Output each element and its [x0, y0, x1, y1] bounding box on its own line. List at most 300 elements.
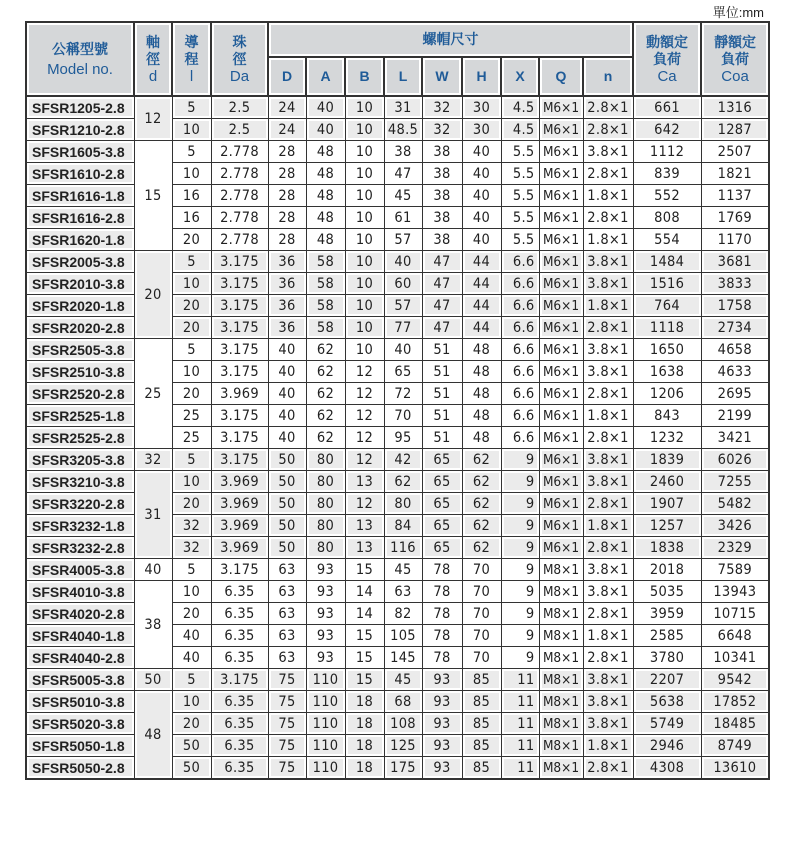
cell-h: 70 — [462, 581, 501, 603]
header-col-n: n — [583, 57, 633, 96]
cell-x: 9 — [501, 493, 539, 515]
cell-q: M8×1 — [539, 669, 583, 691]
cell-model: SFSR1605-3.8 — [26, 141, 134, 163]
cell-a: 93 — [306, 559, 345, 581]
cell-coa: 5482 — [701, 493, 769, 515]
cell-b: 10 — [345, 96, 384, 119]
cell-b: 12 — [345, 493, 384, 515]
cell-l: 10 — [172, 163, 211, 185]
cell-x: 6.6 — [501, 405, 539, 427]
cell-w: 51 — [422, 405, 462, 427]
header-l-en: l — [189, 67, 194, 85]
cell-ca: 5638 — [633, 691, 701, 713]
cell-d-nut: 40 — [268, 427, 306, 449]
cell-da: 2.778 — [211, 207, 268, 229]
cell-len: 62 — [384, 471, 422, 493]
cell-coa: 1137 — [701, 185, 769, 207]
cell-n: 3.8×1 — [583, 141, 633, 163]
cell-h: 44 — [462, 251, 501, 273]
cell-d-nut: 28 — [268, 207, 306, 229]
cell-q: M6×1 — [539, 427, 583, 449]
cell-b: 13 — [345, 537, 384, 559]
cell-x: 9 — [501, 581, 539, 603]
cell-d-nut: 40 — [268, 383, 306, 405]
ball-screw-spec-table — [25, 21, 770, 780]
cell-coa: 4633 — [701, 361, 769, 383]
cell-l: 50 — [172, 735, 211, 757]
header-ca-en: Ca — [657, 67, 677, 85]
cell-h: 70 — [462, 647, 501, 669]
header-col-l: L — [384, 57, 422, 96]
cell-w: 65 — [422, 537, 462, 559]
cell-a: 62 — [306, 427, 345, 449]
cell-a: 48 — [306, 163, 345, 185]
cell-w: 51 — [422, 383, 462, 405]
cell-da: 3.175 — [211, 273, 268, 295]
cell-n: 3.8×1 — [583, 471, 633, 493]
header-lead — [172, 22, 211, 96]
cell-a: 110 — [306, 757, 345, 780]
cell-ca: 1839 — [633, 449, 701, 471]
cell-shaft-dia: 40 — [134, 559, 172, 581]
cell-shaft-dia: 48 — [134, 691, 172, 780]
cell-x: 11 — [501, 713, 539, 735]
cell-x: 5.5 — [501, 185, 539, 207]
cell-b: 12 — [345, 383, 384, 405]
cell-model: SFSR2010-3.8 — [26, 273, 134, 295]
cell-a: 62 — [306, 361, 345, 383]
cell-model: SFSR4040-2.8 — [26, 647, 134, 669]
cell-a: 58 — [306, 295, 345, 317]
cell-ca: 4308 — [633, 757, 701, 780]
cell-coa: 3681 — [701, 251, 769, 273]
cell-h: 70 — [462, 559, 501, 581]
cell-n: 2.8×1 — [583, 647, 633, 669]
cell-q: M6×1 — [539, 361, 583, 383]
cell-l: 25 — [172, 405, 211, 427]
cell-da: 3.175 — [211, 449, 268, 471]
cell-q: M6×1 — [539, 295, 583, 317]
cell-coa: 9542 — [701, 669, 769, 691]
cell-w: 93 — [422, 669, 462, 691]
cell-coa: 3833 — [701, 273, 769, 295]
cell-w: 65 — [422, 515, 462, 537]
cell-w: 65 — [422, 471, 462, 493]
cell-model: SFSR1610-2.8 — [26, 163, 134, 185]
cell-ca: 5749 — [633, 713, 701, 735]
cell-a: 93 — [306, 647, 345, 669]
cell-n: 2.8×1 — [583, 317, 633, 339]
cell-x: 9 — [501, 537, 539, 559]
cell-da: 3.969 — [211, 537, 268, 559]
cell-ca: 2018 — [633, 559, 701, 581]
cell-d-nut: 36 — [268, 251, 306, 273]
cell-len: 77 — [384, 317, 422, 339]
cell-da: 2.778 — [211, 229, 268, 251]
cell-b: 13 — [345, 471, 384, 493]
cell-len: 116 — [384, 537, 422, 559]
cell-len: 175 — [384, 757, 422, 780]
cell-model: SFSR2510-3.8 — [26, 361, 134, 383]
cell-model: SFSR5020-3.8 — [26, 713, 134, 735]
cell-l: 5 — [172, 141, 211, 163]
cell-a: 40 — [306, 119, 345, 141]
cell-n: 2.8×1 — [583, 757, 633, 780]
cell-a: 62 — [306, 339, 345, 361]
cell-b: 10 — [345, 163, 384, 185]
cell-x: 5.5 — [501, 229, 539, 251]
header-col-x: X — [501, 57, 539, 96]
cell-b: 10 — [345, 207, 384, 229]
cell-n: 3.8×1 — [583, 339, 633, 361]
cell-q: M6×1 — [539, 185, 583, 207]
cell-n: 1.8×1 — [583, 405, 633, 427]
cell-ca: 1516 — [633, 273, 701, 295]
cell-a: 110 — [306, 735, 345, 757]
cell-a: 80 — [306, 471, 345, 493]
cell-ca: 1484 — [633, 251, 701, 273]
cell-shaft-dia: 38 — [134, 581, 172, 669]
header-shaft-dia — [134, 22, 172, 96]
cell-b: 10 — [345, 185, 384, 207]
cell-b: 12 — [345, 361, 384, 383]
cell-l: 5 — [172, 339, 211, 361]
header-static-load — [701, 22, 769, 96]
table-row — [26, 251, 769, 273]
cell-model: SFSR5050-2.8 — [26, 757, 134, 780]
cell-da: 6.35 — [211, 581, 268, 603]
cell-x: 5.5 — [501, 141, 539, 163]
cell-h: 62 — [462, 471, 501, 493]
cell-x: 6.6 — [501, 383, 539, 405]
cell-ca: 2585 — [633, 625, 701, 647]
header-col-h: H — [462, 57, 501, 96]
cell-coa: 2695 — [701, 383, 769, 405]
cell-l: 50 — [172, 757, 211, 780]
cell-w: 47 — [422, 251, 462, 273]
cell-h: 48 — [462, 427, 501, 449]
header-ca-zh: 動額定負荷 — [646, 33, 689, 67]
cell-h: 44 — [462, 295, 501, 317]
cell-l: 25 — [172, 427, 211, 449]
cell-h: 62 — [462, 493, 501, 515]
cell-coa: 17852 — [701, 691, 769, 713]
cell-q: M6×1 — [539, 141, 583, 163]
cell-da: 3.175 — [211, 339, 268, 361]
cell-da: 2.778 — [211, 185, 268, 207]
cell-a: 48 — [306, 185, 345, 207]
cell-shaft-dia: 20 — [134, 251, 172, 339]
cell-x: 11 — [501, 757, 539, 780]
cell-n: 3.8×1 — [583, 273, 633, 295]
cell-x: 6.6 — [501, 251, 539, 273]
cell-da: 6.35 — [211, 713, 268, 735]
cell-ca: 808 — [633, 207, 701, 229]
cell-model: SFSR2505-3.8 — [26, 339, 134, 361]
cell-n: 3.8×1 — [583, 251, 633, 273]
cell-model: SFSR4040-1.8 — [26, 625, 134, 647]
cell-q: M6×1 — [539, 493, 583, 515]
cell-h: 70 — [462, 603, 501, 625]
cell-w: 38 — [422, 185, 462, 207]
header-col-d: D — [268, 57, 306, 96]
cell-coa: 2329 — [701, 537, 769, 559]
cell-l: 20 — [172, 713, 211, 735]
cell-l: 20 — [172, 229, 211, 251]
cell-b: 15 — [345, 559, 384, 581]
cell-w: 51 — [422, 427, 462, 449]
cell-q: M6×1 — [539, 515, 583, 537]
cell-l: 16 — [172, 207, 211, 229]
cell-d-nut: 28 — [268, 185, 306, 207]
cell-ca: 642 — [633, 119, 701, 141]
cell-x: 5.5 — [501, 163, 539, 185]
cell-ca: 1206 — [633, 383, 701, 405]
cell-n: 2.8×1 — [583, 119, 633, 141]
cell-da: 3.175 — [211, 559, 268, 581]
cell-d-nut: 50 — [268, 471, 306, 493]
cell-n: 3.8×1 — [583, 691, 633, 713]
cell-h: 44 — [462, 273, 501, 295]
cell-ca: 839 — [633, 163, 701, 185]
cell-b: 15 — [345, 625, 384, 647]
cell-model: SFSR2005-3.8 — [26, 251, 134, 273]
cell-h: 40 — [462, 229, 501, 251]
cell-x: 9 — [501, 625, 539, 647]
cell-len: 47 — [384, 163, 422, 185]
cell-w: 47 — [422, 273, 462, 295]
cell-l: 10 — [172, 119, 211, 141]
cell-l: 32 — [172, 515, 211, 537]
cell-h: 48 — [462, 361, 501, 383]
header-model-zh: 公稱型號 — [52, 40, 108, 57]
cell-ca: 1907 — [633, 493, 701, 515]
cell-len: 40 — [384, 339, 422, 361]
cell-l: 20 — [172, 295, 211, 317]
cell-n: 1.8×1 — [583, 185, 633, 207]
cell-q: M8×1 — [539, 647, 583, 669]
header-col-a: A — [306, 57, 345, 96]
cell-d-nut: 50 — [268, 493, 306, 515]
cell-da: 2.778 — [211, 141, 268, 163]
cell-len: 84 — [384, 515, 422, 537]
cell-model: SFSR5050-1.8 — [26, 735, 134, 757]
cell-da: 3.175 — [211, 669, 268, 691]
cell-a: 80 — [306, 537, 345, 559]
cell-shaft-dia: 25 — [134, 339, 172, 449]
cell-d-nut: 40 — [268, 339, 306, 361]
cell-x: 5.5 — [501, 207, 539, 229]
cell-da: 2.5 — [211, 96, 268, 119]
cell-h: 85 — [462, 735, 501, 757]
cell-ca: 3959 — [633, 603, 701, 625]
cell-len: 68 — [384, 691, 422, 713]
cell-d-nut: 63 — [268, 581, 306, 603]
cell-q: M8×1 — [539, 603, 583, 625]
cell-d-nut: 63 — [268, 603, 306, 625]
cell-b: 15 — [345, 647, 384, 669]
cell-coa: 2199 — [701, 405, 769, 427]
cell-l: 5 — [172, 449, 211, 471]
cell-d-nut: 50 — [268, 515, 306, 537]
table-row — [26, 471, 769, 493]
cell-h: 62 — [462, 515, 501, 537]
cell-coa: 13610 — [701, 757, 769, 780]
cell-da: 3.969 — [211, 493, 268, 515]
cell-b: 15 — [345, 669, 384, 691]
cell-len: 125 — [384, 735, 422, 757]
cell-da: 6.35 — [211, 647, 268, 669]
cell-a: 40 — [306, 96, 345, 119]
cell-da: 3.175 — [211, 295, 268, 317]
cell-a: 80 — [306, 515, 345, 537]
cell-l: 32 — [172, 537, 211, 559]
cell-w: 32 — [422, 96, 462, 119]
cell-model: SFSR4020-2.8 — [26, 603, 134, 625]
cell-w: 93 — [422, 735, 462, 757]
cell-model: SFSR1620-1.8 — [26, 229, 134, 251]
header-da-zh: 珠徑 — [232, 33, 247, 67]
cell-da: 3.175 — [211, 251, 268, 273]
cell-b: 18 — [345, 713, 384, 735]
cell-q: M6×1 — [539, 405, 583, 427]
cell-coa: 1316 — [701, 96, 769, 119]
cell-coa: 10715 — [701, 603, 769, 625]
cell-n: 1.8×1 — [583, 625, 633, 647]
cell-coa: 10341 — [701, 647, 769, 669]
cell-d-nut: 40 — [268, 361, 306, 383]
header-model — [26, 22, 134, 96]
cell-b: 10 — [345, 141, 384, 163]
cell-d-nut: 28 — [268, 141, 306, 163]
cell-coa: 1170 — [701, 229, 769, 251]
header-coa-zh: 靜額定負荷 — [714, 33, 757, 67]
cell-l: 20 — [172, 317, 211, 339]
cell-q: M6×1 — [539, 163, 583, 185]
cell-h: 62 — [462, 537, 501, 559]
cell-len: 38 — [384, 141, 422, 163]
cell-d-nut: 75 — [268, 713, 306, 735]
cell-n: 1.8×1 — [583, 735, 633, 757]
cell-q: M6×1 — [539, 537, 583, 559]
cell-h: 40 — [462, 141, 501, 163]
cell-da: 6.35 — [211, 603, 268, 625]
cell-h: 85 — [462, 691, 501, 713]
cell-da: 2.778 — [211, 163, 268, 185]
cell-n: 3.8×1 — [583, 581, 633, 603]
cell-l: 20 — [172, 383, 211, 405]
cell-d-nut: 75 — [268, 735, 306, 757]
cell-da: 2.5 — [211, 119, 268, 141]
cell-coa: 1821 — [701, 163, 769, 185]
cell-x: 6.6 — [501, 339, 539, 361]
cell-l: 20 — [172, 603, 211, 625]
cell-a: 48 — [306, 207, 345, 229]
cell-model: SFSR5005-3.8 — [26, 669, 134, 691]
cell-x: 9 — [501, 647, 539, 669]
cell-h: 62 — [462, 449, 501, 471]
cell-d-nut: 36 — [268, 295, 306, 317]
table-row — [26, 96, 769, 119]
cell-b: 12 — [345, 427, 384, 449]
header-da-en: Da — [229, 67, 250, 85]
cell-model: SFSR3210-3.8 — [26, 471, 134, 493]
cell-d-nut: 50 — [268, 537, 306, 559]
cell-len: 108 — [384, 713, 422, 735]
cell-coa: 2734 — [701, 317, 769, 339]
cell-len: 63 — [384, 581, 422, 603]
cell-h: 70 — [462, 625, 501, 647]
cell-shaft-dia: 12 — [134, 96, 172, 141]
cell-len: 57 — [384, 229, 422, 251]
cell-w: 38 — [422, 141, 462, 163]
cell-n: 2.8×1 — [583, 493, 633, 515]
cell-x: 11 — [501, 691, 539, 713]
cell-da: 6.35 — [211, 625, 268, 647]
cell-n: 2.8×1 — [583, 163, 633, 185]
table-row — [26, 339, 769, 361]
cell-b: 10 — [345, 119, 384, 141]
cell-ca: 843 — [633, 405, 701, 427]
cell-h: 44 — [462, 317, 501, 339]
cell-w: 78 — [422, 559, 462, 581]
cell-l: 10 — [172, 361, 211, 383]
cell-a: 58 — [306, 273, 345, 295]
cell-n: 2.8×1 — [583, 603, 633, 625]
cell-b: 10 — [345, 273, 384, 295]
cell-len: 48.5 — [384, 119, 422, 141]
cell-b: 13 — [345, 515, 384, 537]
cell-shaft-dia: 31 — [134, 471, 172, 559]
cell-shaft-dia: 32 — [134, 449, 172, 471]
cell-len: 57 — [384, 295, 422, 317]
cell-len: 45 — [384, 669, 422, 691]
cell-model: SFSR2525-2.8 — [26, 427, 134, 449]
header-model-en: Model no. — [47, 60, 113, 78]
cell-d-nut: 28 — [268, 163, 306, 185]
header-coa-en: Coa — [721, 67, 749, 85]
cell-coa: 2507 — [701, 141, 769, 163]
cell-q: M8×1 — [539, 757, 583, 780]
header-col-b: B — [345, 57, 384, 96]
cell-d-nut: 63 — [268, 559, 306, 581]
cell-n: 3.8×1 — [583, 449, 633, 471]
cell-x: 9 — [501, 559, 539, 581]
cell-len: 45 — [384, 559, 422, 581]
cell-w: 47 — [422, 295, 462, 317]
cell-l: 20 — [172, 493, 211, 515]
cell-x: 6.6 — [501, 361, 539, 383]
cell-a: 62 — [306, 383, 345, 405]
cell-x: 9 — [501, 603, 539, 625]
cell-ca: 1650 — [633, 339, 701, 361]
cell-len: 82 — [384, 603, 422, 625]
cell-d-nut: 28 — [268, 229, 306, 251]
cell-b: 10 — [345, 251, 384, 273]
cell-q: M6×1 — [539, 339, 583, 361]
cell-q: M8×1 — [539, 581, 583, 603]
header-nut-dims: 螺帽尺寸 — [268, 22, 633, 57]
cell-shaft-dia: 15 — [134, 141, 172, 251]
cell-x: 6.6 — [501, 427, 539, 449]
cell-h: 40 — [462, 163, 501, 185]
cell-a: 62 — [306, 405, 345, 427]
cell-da: 6.35 — [211, 735, 268, 757]
table-row — [26, 449, 769, 471]
cell-w: 93 — [422, 713, 462, 735]
cell-d-nut: 36 — [268, 273, 306, 295]
cell-w: 38 — [422, 163, 462, 185]
